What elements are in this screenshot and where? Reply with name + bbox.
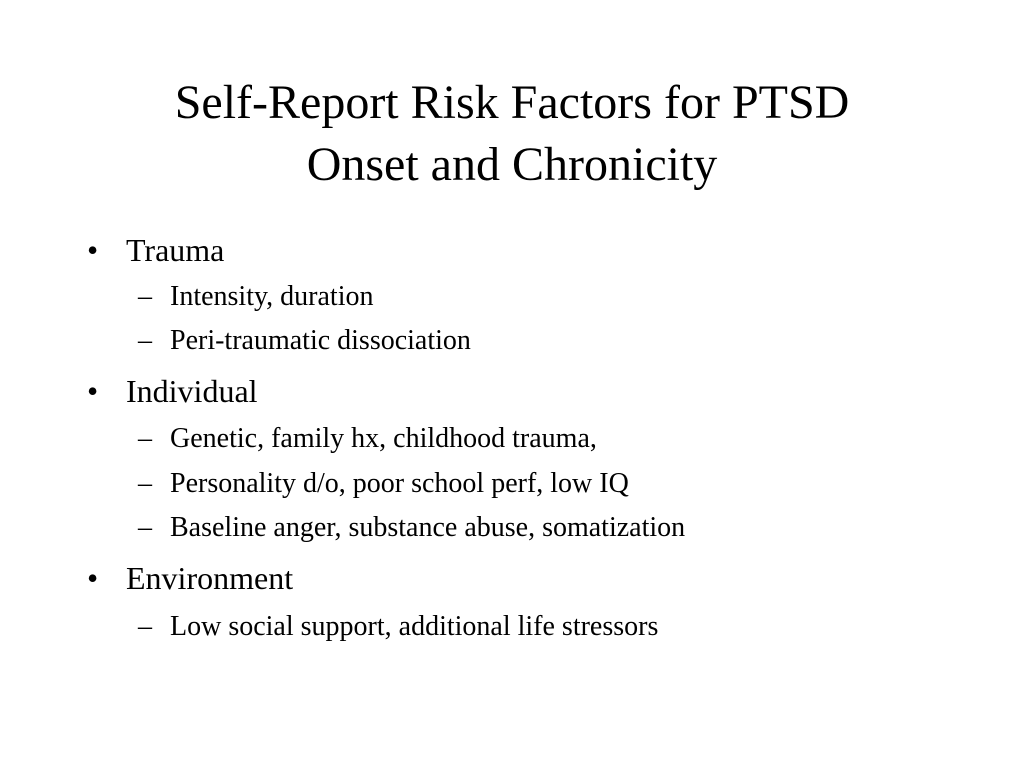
sub-bullet-text: Baseline anger, substance abuse, somatization [170, 512, 686, 543]
bullet-heading: Environment [126, 560, 294, 596]
dash-icon: – [138, 281, 152, 312]
dash-icon: – [138, 468, 152, 499]
title-line-2: Onset and Chronicity [306, 138, 718, 191]
sub-bullet-text: Low social support, additional life stressors [170, 611, 659, 642]
bullet-heading: Individual [126, 373, 258, 409]
bullet-icon: • [87, 232, 99, 268]
bullet-heading: Trauma [126, 232, 225, 268]
dash-icon: – [138, 611, 152, 642]
bullet-icon: • [87, 560, 99, 596]
bullet-icon: • [87, 373, 99, 409]
sub-bullet-text: Intensity, duration [170, 281, 374, 312]
dash-icon: – [138, 423, 152, 454]
sub-bullet-text: Peri-traumatic dissociation [170, 325, 471, 356]
title-line-1: Self-Report Risk Factors for PTSD [174, 76, 850, 129]
sub-bullet-text: Personality d/o, poor school perf, low IQ [170, 468, 629, 499]
sub-bullet-text: Genetic, family hx, childhood trauma, [170, 423, 597, 454]
dash-icon: – [138, 512, 152, 543]
dash-icon: – [138, 325, 152, 356]
